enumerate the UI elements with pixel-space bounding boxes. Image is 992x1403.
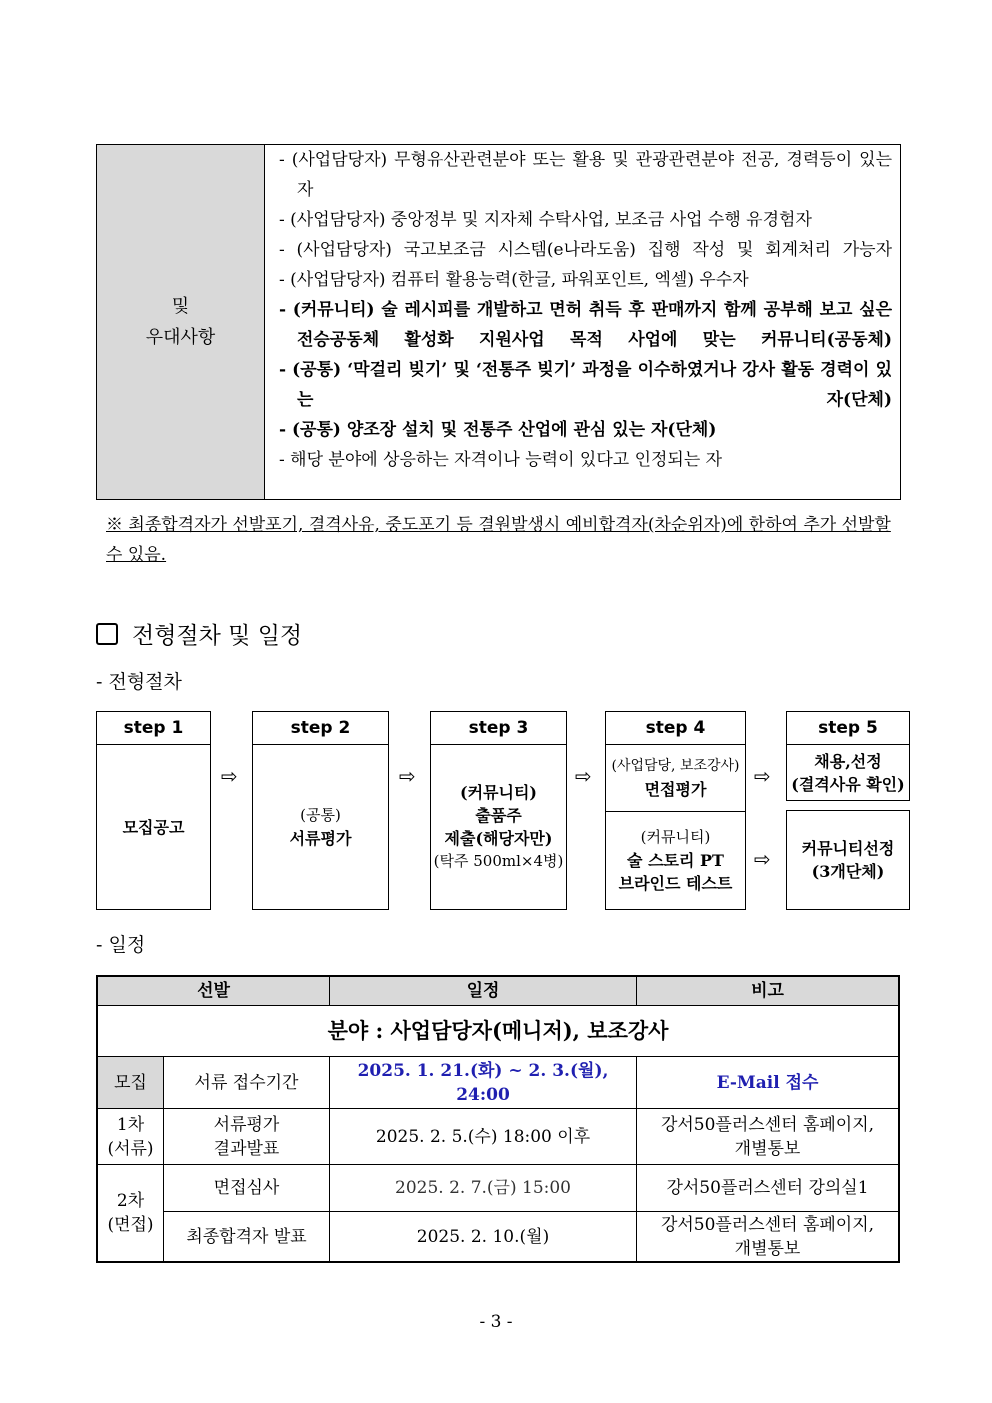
table-cell: 면접심사 [164, 1165, 330, 1212]
arrow-icon: ⇨ [754, 764, 771, 788]
table-header: 선발 [98, 977, 330, 1006]
table-header: 비고 [637, 977, 898, 1006]
qualifications-label [97, 145, 265, 499]
arrow-icon: ⇨ [575, 764, 592, 788]
schedule-table [96, 975, 900, 1263]
step-1 [96, 711, 211, 910]
table-cell: 2025. 2. 7.(금) 15:00 [330, 1165, 637, 1212]
list-item: - (공통) ‘막걸리 빚기’ 및 ‘전통주 빚기’ 과정을 이수하였거나 강사 활동 경력이 있는 자(단체) [279, 360, 892, 410]
list-item: - (사업담당자) 국고보조금 시스템(e나라도움) 집행 작성 및 회계처리 가능자 [279, 240, 892, 260]
step-body: 모집공고 [122, 817, 185, 837]
qualifications-table [96, 144, 901, 500]
table-cell: 강서50플러스센터 홈페이지, 개별통보 [660, 1214, 875, 1259]
page-number: - 3 - [479, 1312, 513, 1332]
table-cell: 2025. 1. 21.(화) ~ 2. 3.(월), 24:00 [330, 1057, 637, 1109]
table-cell: 2025. 2. 10.(월) [330, 1212, 637, 1261]
step-head: step 2 [253, 712, 388, 745]
list-item: - 해당 분야에 상응하는 자격이나 능력이 있다고 인정되는 자 [279, 450, 723, 470]
step-5 [786, 711, 910, 801]
section-title: 전형절차 및 일정 [96, 617, 302, 650]
list-item: - (사업담당자) 중앙정부 및 지자체 수탁사업, 보조금 사업 수행 유경험자 [279, 210, 812, 230]
note-text: ※ 최종합격자가 선발포기, 결격사유, 중도포기 등 결원발생시 예비합격자(차순위자)에 한하여 추가 선발할 수 있음. [106, 515, 891, 565]
qualifications-list [265, 145, 900, 499]
list-item: - (사업담당자) 무형유산관련분야 또는 활용 및 관광관련분야 전공, 경력등이 있는자 [279, 150, 892, 200]
field-row: 분야 : 사업담당자(메니저), 보조강사 [98, 1006, 898, 1057]
step-2 [252, 711, 389, 910]
table-cell: 강서50플러스센터 강의실1 [637, 1165, 898, 1212]
step-body-bottom: (커뮤니티) 술 스토리 PT 브라인드 테스트 [618, 828, 733, 893]
schedule-label: - 일정 [96, 934, 146, 956]
label-line1: 및 [171, 296, 190, 317]
step-body: 커뮤니티선정 (3개단체) [801, 839, 895, 881]
table-cell: 2025. 2. 5.(수) 18:00 이후 [330, 1109, 637, 1165]
step-body: 채용,선정 (결격사유 확인) [791, 751, 905, 794]
step-4 [605, 711, 746, 910]
label-line2: 우대사항 [145, 327, 216, 348]
checkbox-icon [96, 623, 118, 645]
table-header: 일정 [330, 977, 637, 1006]
table-cell: 서류 접수기간 [164, 1057, 330, 1109]
list-item: - (사업담당자) 컴퓨터 활용능력(한글, 파워포인트, 엑셀) 우수자 [279, 270, 749, 290]
arrow-icon: ⇨ [221, 764, 238, 788]
step-head: step 5 [787, 712, 909, 745]
table-cell: E-Mail 접수 [637, 1057, 898, 1109]
step-body: (커뮤니티) 출품주 제출(해당자만) (탁주 500ml×4병) [433, 783, 564, 870]
list-item: - (공통) 양조장 설치 및 전통주 산업에 관심 있는 자(단체) [279, 420, 717, 440]
step-3 [430, 711, 567, 910]
arrow-icon: ⇨ [399, 764, 416, 788]
step-body-top: (사업담당, 보조강사) 면접평가 [606, 745, 745, 812]
table-cell: 최종합격자 발표 [164, 1212, 330, 1261]
table-cell: 모집 [98, 1057, 164, 1109]
table-cell: 1차 (서류) [98, 1109, 164, 1165]
list-item: - (커뮤니티) 술 레시피를 개발하고 면허 취득 후 판매까지 함께 공부해 보고 싶은 전승공동체 활성화 지원사업 목적 사업에 맞는 커뮤니티(공동체) [279, 300, 892, 350]
step-head: step 4 [606, 712, 745, 745]
table-cell: 서류평가 결과발표 [164, 1109, 330, 1165]
step-head: step 3 [431, 712, 566, 745]
arrow-icon: ⇨ [754, 847, 771, 871]
process-label: - 전형절차 [96, 671, 182, 693]
step-5-community [786, 810, 910, 910]
step-head: step 1 [97, 712, 210, 745]
table-cell: 강서50플러스센터 홈페이지, 개별통보 [637, 1109, 898, 1165]
step-body: (공통) 서류평가 [289, 806, 352, 848]
table-cell: 2차 (면접) [98, 1165, 164, 1261]
